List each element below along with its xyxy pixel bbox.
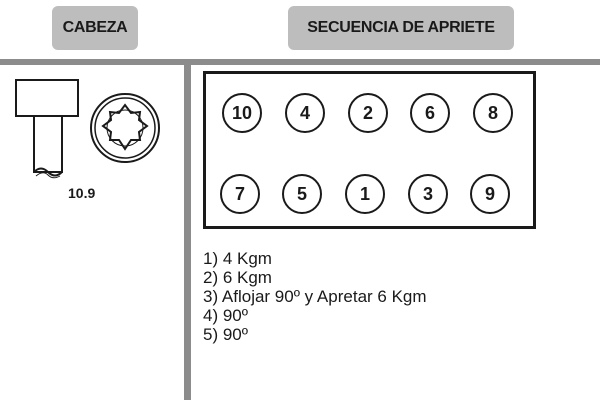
step-item: 5) 90º	[203, 325, 248, 344]
secuencia-header-tab	[288, 6, 514, 50]
bolt-position-10: 10	[222, 93, 262, 133]
cabeza-header-tab	[52, 6, 138, 50]
bolt-position-9: 9	[470, 174, 510, 214]
cabeza-label: CABEZA	[62, 19, 128, 36]
bolt-position-7: 7	[220, 174, 260, 214]
bolt-position-6: 6	[410, 93, 450, 133]
secuencia-label: SECUENCIA DE APRIETE	[307, 19, 495, 36]
column-divider	[184, 65, 191, 400]
step-item: 1) 4 Kgm	[203, 249, 272, 268]
hex-socket-bolt-icon	[10, 72, 180, 182]
step-item: 4) 90º	[203, 306, 248, 325]
bolt-position-8: 8	[473, 93, 513, 133]
bolt-position-4: 4	[285, 93, 325, 133]
step-item: 3) Aflojar 90º y Apretar 6 Kgm	[203, 287, 427, 306]
bolt-grade-label: 10.9	[68, 185, 96, 201]
tightening-steps-list	[203, 249, 427, 344]
bolt-position-1: 1	[345, 174, 385, 214]
bolt-position-3: 3	[408, 174, 448, 214]
step-item: 2) 6 Kgm	[203, 268, 272, 287]
bolt-position-2: 2	[348, 93, 388, 133]
header-divider	[0, 59, 600, 65]
bolt-position-5: 5	[282, 174, 322, 214]
